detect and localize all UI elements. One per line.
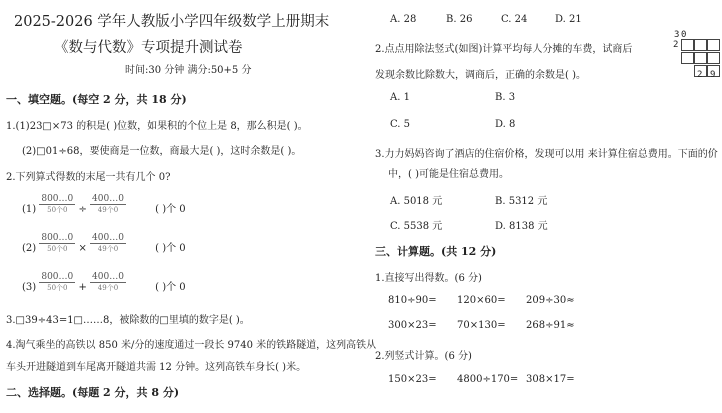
expr-a: 800…0 50个0 <box>41 233 74 253</box>
expr-b: 400…0 49个0 <box>92 233 124 253</box>
question-2: 2.下列算式得数的末尾一共有几个 0? <box>6 172 171 183</box>
calc-item: 300×23= <box>388 320 437 331</box>
q2-item-1 <box>22 194 186 215</box>
question-1-1: 1.(1)23□×73 的积是( )位数，如果积的个位上是 8，那么积是( )。 <box>6 121 308 132</box>
calc-item: 120×60= <box>457 295 506 306</box>
option-b: B. 3 <box>495 92 516 103</box>
division-figure: 3 0 2 2 9 <box>672 30 722 82</box>
question-4-line-2: 车头开进隧道到车尾离开隧道共需 12 分钟。这列高铁车身长( )米。 <box>6 362 307 373</box>
title-line-2: 《数与代数》专项提升测试卷 <box>54 40 243 56</box>
question-3: 3.□39÷43=1□……8，被除数的□里填的数字是( )。 <box>6 315 250 326</box>
option-a: A. 1 <box>390 92 410 103</box>
choice-question-3-line-1: 3.力力妈妈咨询了酒店的住宿价格，发现可以用 来计算住宿总费用。下面的价 <box>375 149 718 160</box>
q2-item-2 <box>22 233 186 254</box>
q2-item-label: (1) <box>22 204 37 215</box>
choice-question-2-line-2: 发现余数比除数大，调商后，正确的余数是( )。 <box>375 70 586 81</box>
option-a: A. 5018 元 <box>390 196 443 207</box>
question-1-2: (2)□01÷68，要使商是一位数，商最大是( )，这时余数是( )。 <box>22 146 302 157</box>
calc-item: 268÷91≈ <box>526 320 575 331</box>
exam-meta: 时间:30 分钟 满分:50+5 分 <box>125 65 252 76</box>
section-choice: 二、选择题。(每题 2 分，共 8 分) <box>6 386 180 399</box>
calc-item: 209÷30≈ <box>526 295 575 306</box>
calc-item: 4800÷170= <box>457 374 519 385</box>
expr-b: 400…0 49个0 <box>92 194 124 214</box>
expr-a: 800…0 50个0 <box>41 272 74 292</box>
calc-item: 308×17= <box>526 374 575 385</box>
operator: × <box>78 243 87 254</box>
section-calculation: 三、计算题。(共 12 分) <box>375 245 497 258</box>
section-fill-in: 一、填空题。(每空 2 分，共 18 分) <box>6 93 187 106</box>
expr-a: 800…0 50个0 <box>41 194 74 214</box>
option-c: C. 5538 元 <box>390 221 443 232</box>
option-b: B. 26 <box>446 14 473 25</box>
title-line-1: 2025-2026 学年人教版小学四年级数学上册期末 <box>14 14 330 30</box>
answer-blank: ( )个 0 <box>155 204 186 215</box>
choice-question-2-line-1: 2.点点用除法竖式(如图)计算平均每人分摊的车费，试商后 <box>375 44 633 55</box>
calc-question-1: 1.直接写出得数。(6 分) <box>375 273 482 284</box>
operator: + <box>78 282 87 293</box>
option-d: D. 8138 元 <box>495 221 548 232</box>
option-c: C. 24 <box>501 14 528 25</box>
calc-item: 810÷90= <box>388 295 437 306</box>
option-a: A. 28 <box>390 14 417 25</box>
choice-question-3-line-2: 中，( )可能是住宿总费用。 <box>388 169 509 180</box>
calc-item: 70×130= <box>457 320 506 331</box>
calc-item: 150×23= <box>388 374 437 385</box>
option-c: C. 5 <box>390 119 411 130</box>
answer-blank: ( )个 0 <box>155 243 186 254</box>
operator: ÷ <box>78 204 87 215</box>
q2-item-3 <box>22 272 186 293</box>
option-b: B. 5312 元 <box>495 196 548 207</box>
option-d: D. 8 <box>495 119 516 130</box>
q2-item-label: (2) <box>22 243 37 254</box>
question-4-line-1: 4.淘气乘坐的高铁以 850 米/分的速度通过一段长 9740 米的铁路隧道，这列高铁从 <box>6 340 377 351</box>
q2-item-label: (3) <box>22 282 37 293</box>
option-d: D. 21 <box>555 14 582 25</box>
answer-blank: ( )个 0 <box>155 282 186 293</box>
expr-b: 400…0 49个0 <box>92 272 124 292</box>
calc-question-2: 2.列竖式计算。(6 分) <box>375 351 472 362</box>
